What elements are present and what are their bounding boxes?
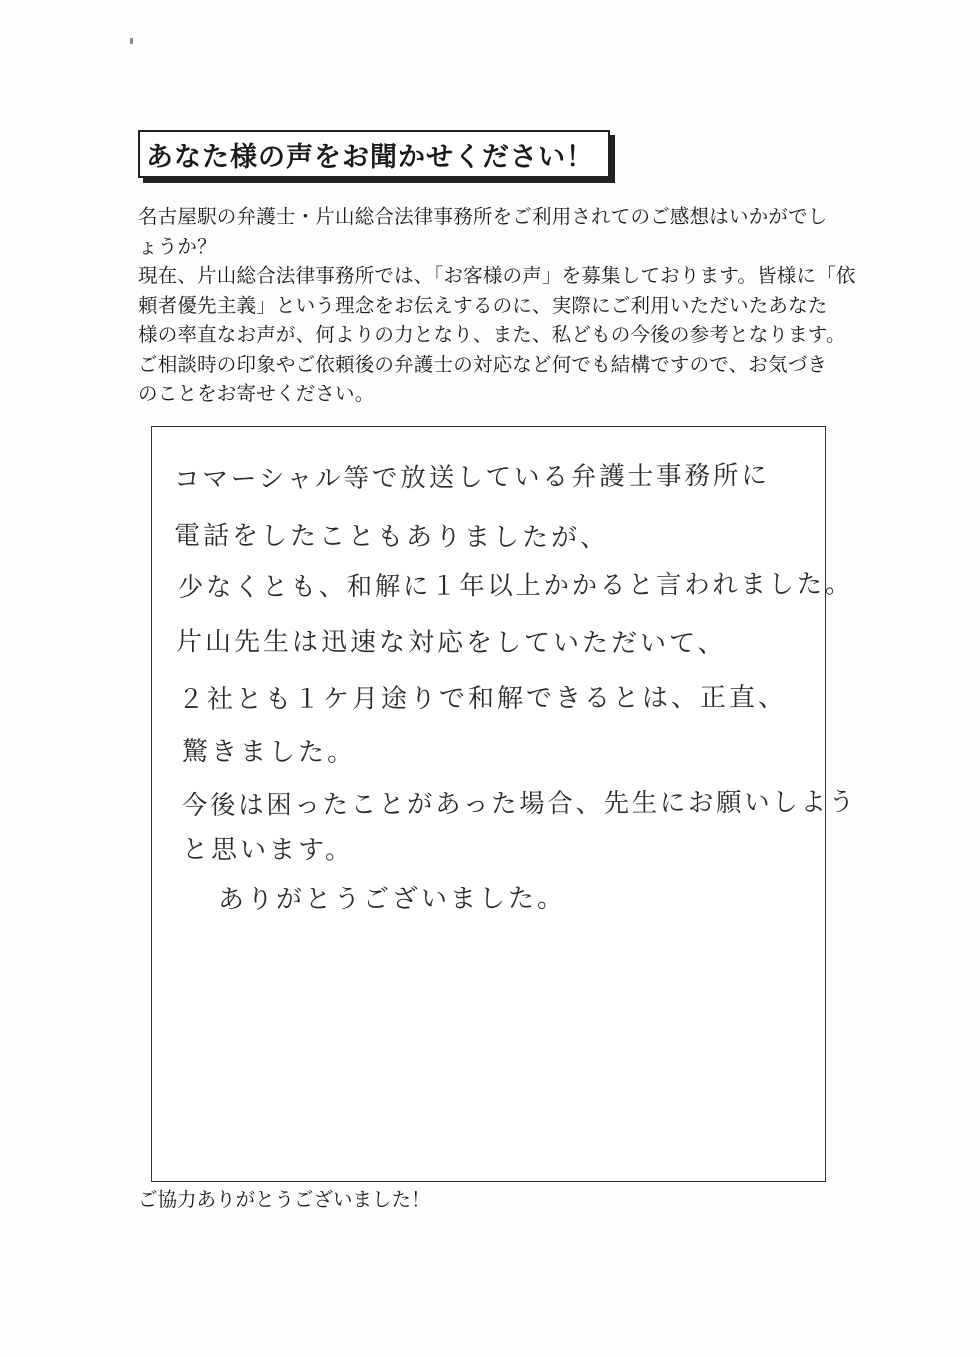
intro-line: 名古屋駅の弁護士・片山総合法律事務所をご利用されてのご感想はいかがでし	[138, 205, 828, 228]
form-heading-box	[138, 130, 610, 178]
handwritten-line: ありがとうございました。	[217, 883, 567, 915]
intro-line: のことをお寄せください。	[138, 382, 375, 405]
form-heading: あなた様の声をお聞かせください！	[146, 141, 594, 173]
intro-line: 頼者優先主義」という理念をお伝えするのに、実際にご利用いただいたあなた	[138, 293, 828, 317]
intro-line: 現在、片山総合法律事務所では、「お客様の声」を募集しております。皆様に「依	[138, 264, 856, 287]
intro-line: ご相談時の印象やご依頼後の弁護士の対応など何でも結構ですので、お気づき	[138, 352, 828, 376]
handwritten-line: 少なくとも、和解に１年以上かかると言われました。	[177, 569, 854, 603]
scan-speck	[130, 38, 133, 44]
handwritten-line: 今後は困ったことがあった場合、先生にお願いしよう	[181, 787, 857, 821]
handwritten-line: 驚きました。	[181, 737, 357, 768]
intro-line: 様の率直なお声が、何よりの力となり、また、私どもの今後の参考となります。	[138, 323, 846, 346]
handwritten-comment	[152, 427, 857, 1181]
handwritten-line: ２社とも１ケ月途りで和解できるとは、正直、	[177, 682, 788, 715]
comment-box	[151, 426, 857, 1182]
intro-line: ょうか？	[138, 234, 217, 258]
handwritten-line: コマーシャル等で放送している弁護士事務所に	[173, 460, 770, 495]
handwritten-line: と思います。	[181, 835, 354, 866]
handwritten-line: 片山先生は迅速な対応をしていただいて、	[175, 627, 727, 659]
intro-paragraph	[138, 202, 856, 409]
footer-thanks: ご協力ありがとうございました！	[138, 1188, 431, 1211]
handwritten-line: 電話をしたこともありましたが、	[173, 521, 610, 554]
